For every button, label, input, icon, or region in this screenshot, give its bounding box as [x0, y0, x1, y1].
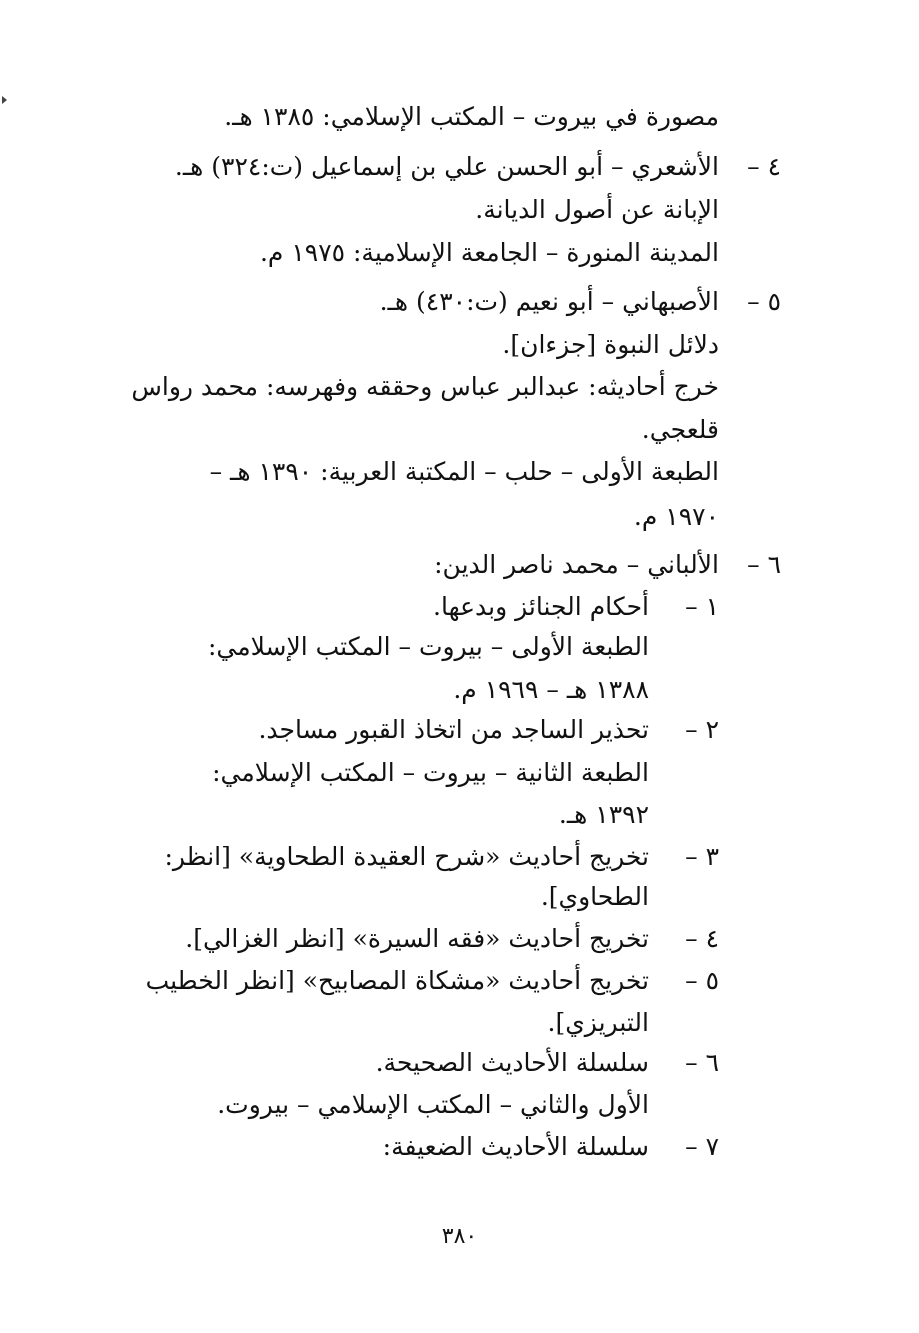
entry-publication: الطبعة الأولى – حلب – المكتبة العربية: ١٣٩٠ هـ –	[209, 457, 719, 486]
sub-entry-number: ٤ –	[685, 924, 719, 953]
entry-title: دلائل النبوة [جزءان].	[502, 330, 719, 359]
text-line: مصورة في بيروت – المكتب الإسلامي: ١٣٨٥ هـ.	[224, 102, 719, 131]
sub-entry-title: أحكام الجنائز وبدعها.	[433, 592, 649, 621]
sub-entry-title-cont: الطحاوي].	[540, 882, 649, 911]
sub-entry-title: تخريج أحاديث «شرح العقيدة الطحاوية» [انظر:	[164, 842, 649, 871]
sub-entry-title-cont: التبريزي].	[547, 1008, 649, 1037]
page-number: ٣٨٠	[441, 1224, 478, 1249]
entry-publication: المدينة المنورة – الجامعة الإسلامية: ١٩٧٥ م.	[259, 238, 719, 267]
entry-author: الأشعري – أبو الحسن علي بن إسماعيل (ت:٣٢٤) هـ.	[174, 152, 719, 181]
entry-title: الإبانة عن أصول الديانة.	[475, 195, 719, 224]
sub-entry-publication-cont: ١٣٨٨ هـ – ١٩٦٩ م.	[453, 675, 649, 704]
entry-author: الألباني – محمد ناصر الدين:	[434, 550, 719, 579]
sub-entry-title: تخريج أحاديث «مشكاة المصابيح» [انظر الخطيب	[145, 966, 649, 995]
sub-entry-number: ٣ –	[685, 842, 719, 871]
sub-entry-title: سلسلة الأحاديث الضعيفة:	[382, 1132, 649, 1161]
sub-entry-number: ٧ –	[685, 1132, 719, 1161]
sub-entry-title: تخريج أحاديث «فقه السيرة» [انظر الغزالي].	[185, 924, 649, 953]
sub-entry-publication: الطبعة الأولى – بيروت – المكتب الإسلامي:	[207, 632, 649, 661]
entry-author: الأصبهاني – أبو نعيم (ت:٤٣٠) هـ.	[379, 287, 719, 316]
entry-number: ٥ –	[747, 287, 781, 316]
sub-entry-title: تحذير الساجد من اتخاذ القبور مساجد.	[258, 715, 649, 744]
entry-number: ٤ –	[747, 152, 781, 181]
sub-entry-number: ٦ –	[685, 1048, 719, 1077]
entry-number: ٦ –	[747, 550, 781, 579]
entry-editor-cont: قلعجي.	[641, 415, 719, 444]
sub-entry-publication: الأول والثاني – المكتب الإسلامي – بيروت.	[217, 1090, 649, 1119]
margin-mark	[2, 96, 7, 104]
sub-entry-title: سلسلة الأحاديث الصحيحة.	[375, 1048, 649, 1077]
entry-editor: خرج أحاديثه: عبدالبر عباس وحققه وفهرسه: محمد رواس	[131, 372, 719, 401]
sub-entry-publication-cont: ١٣٩٢ هـ.	[558, 800, 649, 829]
sub-entry-number: ٥ –	[685, 966, 719, 995]
sub-entry-number: ١ –	[685, 592, 719, 621]
sub-entry-number: ٢ –	[685, 715, 719, 744]
entry-publication-cont: ١٩٧٠ م.	[633, 502, 719, 531]
sub-entry-publication: الطبعة الثانية – بيروت – المكتب الإسلامي:	[212, 758, 649, 787]
